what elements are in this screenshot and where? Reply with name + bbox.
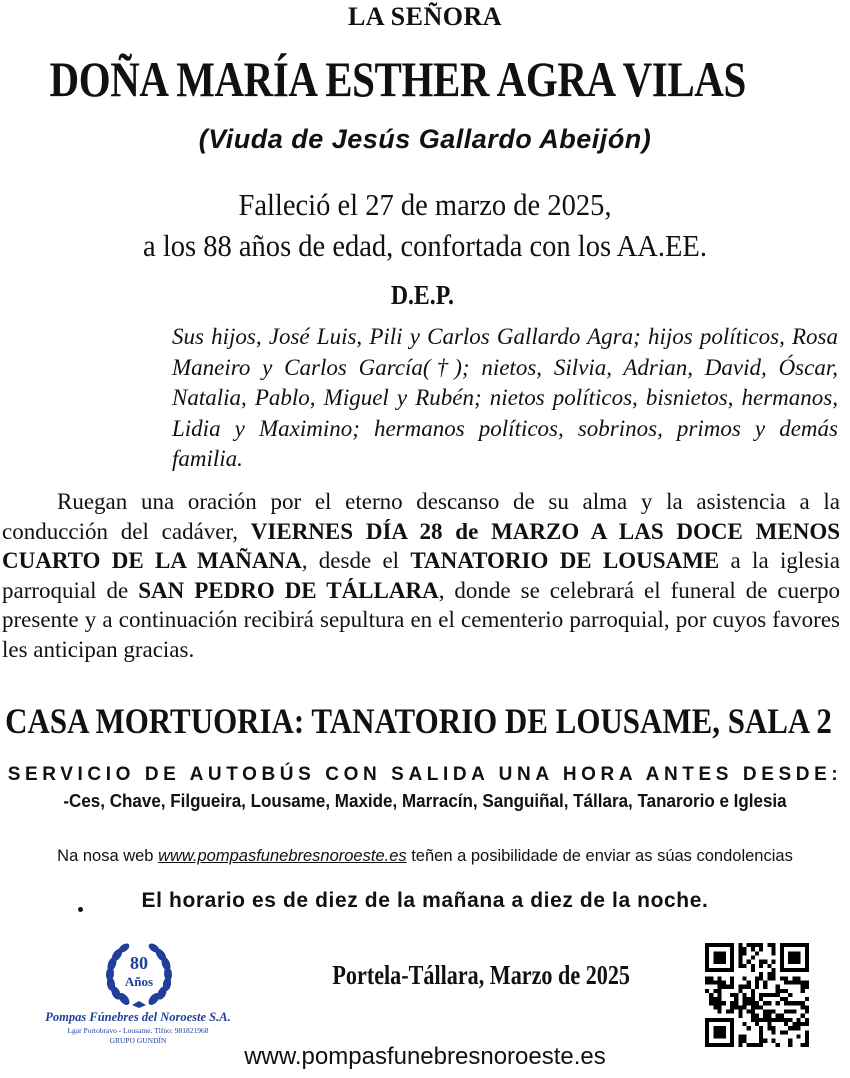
qr-module	[805, 1030, 809, 1034]
qr-module	[751, 1005, 755, 1009]
qr-module	[751, 1010, 755, 1014]
qr-module	[742, 976, 746, 980]
qr-module	[742, 964, 746, 968]
qr-module	[767, 972, 771, 976]
qr-module	[717, 985, 721, 989]
qr-module	[755, 1001, 759, 1005]
qr-module	[705, 1018, 734, 1022]
qr-module	[742, 1001, 746, 1005]
qr-module	[747, 997, 751, 1001]
qr-module	[713, 980, 717, 984]
qr-module	[788, 951, 800, 963]
qr-module	[738, 1005, 742, 1009]
qr-module	[792, 1010, 796, 1014]
qr-module	[738, 1014, 742, 1018]
qr-module	[759, 976, 763, 980]
qr-module	[751, 1018, 755, 1022]
qr-module	[751, 1001, 755, 1005]
qr-module	[776, 985, 780, 989]
qr-module	[709, 980, 713, 984]
logo-word: Años	[124, 974, 154, 989]
logo-company: Pompas Fúnebres del Noroeste S.A.	[45, 1010, 231, 1024]
qr-module	[730, 943, 734, 972]
qr-module	[772, 1030, 776, 1034]
qr-module	[747, 980, 751, 984]
qr-module	[742, 947, 746, 951]
qr-module	[759, 943, 763, 947]
death-age-line: a los 88 años de edad, confortada con los AA.EE.	[143, 228, 707, 263]
logo-number: 80	[130, 953, 148, 973]
qr-module	[780, 1018, 784, 1022]
qr-module	[717, 1005, 721, 1009]
qr-module	[767, 1001, 771, 1005]
qr-module	[759, 947, 763, 951]
qr-module	[801, 1001, 805, 1005]
qr-module	[788, 993, 792, 997]
qr-module	[709, 993, 713, 997]
qr-module	[730, 980, 734, 984]
qr-module	[763, 1001, 767, 1005]
qr-module	[780, 943, 784, 972]
qr-module	[747, 985, 751, 989]
qr-module	[747, 960, 751, 964]
title-prefix: LA SEÑORA	[347, 2, 503, 31]
qr-module	[784, 1001, 788, 1005]
qr-module	[751, 955, 755, 959]
qr-module	[805, 980, 809, 984]
qr-module	[717, 989, 721, 993]
qr-module	[713, 1001, 717, 1005]
qr-module	[788, 1026, 792, 1030]
qr-module	[751, 947, 755, 951]
qr-module	[797, 1035, 801, 1039]
qr-module	[763, 1018, 767, 1022]
qr-module	[742, 1035, 746, 1039]
qr-module	[759, 972, 763, 976]
qr-module	[788, 980, 792, 984]
family-paragraph: Sus hijos, José Luis, Pili y Carlos Gallardo Agra; hijos políticos, Rosa Maneiro y Carlos García(†); nietos, Silvia, Adrian, David, Óscar, Natalia, Pablo, Miguel y Rubén; nietos políticos, bisnietos, hermanos, Lidia y Maximino; hermanos políticos, sobrinos, primos y demás familia.	[172, 324, 838, 471]
qr-module	[755, 1014, 759, 1018]
qr-module	[801, 1014, 805, 1018]
qr-module	[717, 993, 721, 997]
qr-module	[747, 1026, 751, 1030]
qr-module	[751, 943, 755, 947]
qr-module	[759, 960, 763, 964]
qr-module	[751, 993, 755, 997]
qr-module	[784, 997, 788, 1001]
qr-module	[767, 1026, 771, 1030]
qr-module	[780, 943, 809, 947]
qr-module	[738, 947, 742, 951]
qr-module	[713, 997, 717, 1001]
qr-module	[738, 943, 742, 947]
qr-module	[738, 960, 742, 964]
qr-module	[759, 1035, 763, 1039]
qr-module	[805, 1005, 809, 1009]
qr-module	[717, 980, 721, 984]
qr-module	[780, 989, 784, 993]
casa-mortuoria: CASA MORTUORIA: TANATORIO DE LOUSAME, SALA 2	[5, 701, 832, 741]
qr-module	[709, 1001, 713, 1005]
qr-module	[751, 968, 755, 972]
qr-module	[738, 1010, 742, 1014]
qr-module	[717, 1001, 721, 1005]
qr-module	[742, 993, 746, 997]
qr-module	[784, 1030, 788, 1034]
web-notice-link[interactable]: www.pompasfunebresnoroeste.es	[158, 847, 407, 865]
qr-module	[772, 993, 776, 997]
qr-module	[792, 1022, 796, 1026]
qr-module	[805, 1022, 809, 1026]
rip-abbreviation: D.E.P.	[390, 280, 454, 310]
qr-module	[705, 943, 734, 947]
qr-module	[797, 1001, 801, 1005]
qr-module	[713, 989, 717, 993]
qr-module	[792, 1001, 796, 1005]
qr-module	[734, 1001, 738, 1005]
qr-module	[767, 1014, 771, 1018]
qr-module	[751, 989, 755, 993]
qr-module	[780, 997, 784, 1001]
qr-module	[801, 1022, 805, 1026]
qr-module	[763, 960, 767, 964]
qr-module	[759, 1030, 763, 1034]
qr-module	[717, 976, 721, 980]
qr-module	[780, 1030, 784, 1034]
qr-module	[797, 976, 801, 980]
widow-of: (Viuda de Jesús Gallardo Abeijón)	[198, 124, 652, 154]
qr-module	[776, 1014, 780, 1018]
qr-module	[734, 997, 738, 1001]
ceremony-text-3: a la iglesia parroquial de	[2, 548, 840, 603]
funeral-home-logo	[20, 937, 260, 1052]
qr-module	[805, 943, 809, 972]
qr-module	[751, 997, 755, 1001]
qr-module	[763, 1014, 767, 1018]
qr-module	[751, 964, 755, 968]
qr-module	[759, 1018, 763, 1022]
qr-module	[772, 972, 776, 976]
qr-module	[755, 980, 759, 984]
qr-module	[784, 1022, 788, 1026]
qr-module	[709, 997, 713, 1001]
qr-module	[763, 980, 767, 984]
qr-module	[713, 1026, 725, 1038]
ceremony-datetime: VIERNES DÍA 28 de MARZO A LAS DOCE MENOS CUARTO DE LA MAÑANA	[2, 518, 841, 573]
death-date-line: Falleció el 27 de marzo de 2025,	[238, 187, 612, 222]
qr-module	[742, 997, 746, 1001]
qr-module	[755, 1005, 759, 1009]
qr-module	[763, 985, 767, 989]
bus-stops: -Ces, Chave, Filgueira, Lousame, Maxide, Marracín, Sanguiñal, Tállara, Tanarorio e Iglesia	[63, 790, 787, 811]
qr-module	[734, 1005, 738, 1009]
qr-module	[784, 1018, 788, 1022]
ceremony-text-4: , donde se celebrará el funeral de cuerpo presente y a continuación recibirá sepultura en el cementerio parroquial, por cuyos favores les anticipan gracias.	[2, 577, 840, 662]
qr-module	[751, 1014, 755, 1018]
qr-module	[772, 968, 776, 972]
web-condolences-notice	[0, 847, 850, 866]
qr-module	[767, 1010, 771, 1014]
qr-module	[730, 1001, 734, 1005]
qr-module	[805, 1018, 809, 1022]
qr-module	[722, 1001, 726, 1005]
qr-module	[805, 1010, 809, 1014]
qr-module	[788, 1010, 792, 1014]
qr-module	[805, 997, 809, 1001]
qr-module	[792, 1026, 796, 1030]
qr-module	[772, 947, 776, 951]
qr-module	[767, 943, 771, 947]
qr-module	[776, 1001, 780, 1005]
qr-module	[713, 951, 725, 963]
qr-module	[776, 993, 780, 997]
deceased-name: DOÑA MARÍA ESTHER AGRA VILAS	[49, 51, 746, 107]
qr-module	[763, 1010, 767, 1014]
qr-module	[776, 1018, 780, 1022]
ceremony-church: SAN PEDRO DE TÁLLARA	[138, 577, 439, 603]
qr-module	[772, 951, 776, 955]
qr-module	[742, 1005, 746, 1009]
qr-module	[747, 943, 751, 947]
qr-module	[726, 1010, 730, 1014]
qr-module	[759, 993, 763, 997]
qr-module	[738, 1035, 742, 1039]
qr-module	[747, 1001, 751, 1005]
qr-module	[772, 1010, 776, 1014]
qr-module	[730, 1010, 734, 1014]
qr-module	[805, 985, 809, 989]
qr-code-icon[interactable]	[705, 943, 809, 1047]
qr-module	[755, 1018, 759, 1022]
opening-hours: El horario es de diez de la mañana a diez de la noche.	[141, 889, 709, 912]
qr-module	[730, 1005, 734, 1009]
qr-module	[780, 1014, 784, 1018]
qr-module	[742, 1022, 746, 1026]
qr-module	[767, 964, 771, 968]
qr-module	[772, 1018, 776, 1022]
qr-module	[801, 980, 805, 984]
qr-module	[730, 985, 734, 989]
qr-module	[738, 955, 742, 959]
qr-module	[713, 1005, 717, 1009]
qr-module	[705, 968, 734, 972]
qr-module	[755, 985, 759, 989]
qr-module	[797, 980, 801, 984]
qr-module	[730, 993, 734, 997]
qr-module	[755, 976, 759, 980]
qr-module	[705, 943, 709, 972]
qr-module	[797, 1026, 801, 1030]
qr-module	[772, 960, 776, 964]
qr-module	[797, 1022, 801, 1026]
ceremony-origin: TANATORIO DE LOUSAME	[410, 548, 720, 573]
qr-module	[767, 976, 771, 980]
qr-module	[801, 985, 805, 989]
qr-module	[722, 985, 726, 989]
qr-module	[801, 989, 805, 993]
qr-module	[788, 1001, 792, 1005]
qr-module	[780, 968, 809, 972]
qr-module	[759, 1005, 763, 1009]
qr-module	[734, 993, 738, 997]
qr-module	[705, 976, 709, 980]
qr-module	[747, 1010, 751, 1014]
qr-module	[717, 997, 721, 1001]
qr-module	[805, 1035, 809, 1039]
qr-module	[772, 943, 776, 947]
ceremony-text-2: , desde el	[301, 548, 411, 573]
qr-module	[705, 989, 709, 993]
qr-module	[767, 1018, 771, 1022]
qr-module	[767, 993, 771, 997]
ceremony-paragraph	[2, 487, 840, 664]
qr-module	[797, 1018, 801, 1022]
qr-module	[784, 1010, 788, 1014]
qr-module	[772, 976, 776, 980]
qr-module	[784, 989, 788, 993]
qr-module	[755, 943, 759, 947]
place-date: Portela-Tállara, Marzo de 2025	[332, 960, 630, 990]
qr-module	[709, 976, 713, 980]
qr-module	[738, 985, 742, 989]
web-notice-after: teñen a posibilidade de enviar as súas condolencias	[406, 847, 793, 865]
qr-module	[780, 976, 784, 980]
qr-module	[705, 980, 709, 984]
logo-address: Lgar Portobravo - Lousame. Tlfno: 981821968	[67, 1026, 209, 1035]
logo-group: GRUPO GUNDÍN	[109, 1036, 167, 1045]
ceremony-text-1: Ruegan una oración por el eterno descanso de su alma y la asistencia a la conducción del cadáver,	[2, 489, 840, 544]
qr-module	[759, 1026, 763, 1030]
qr-module	[742, 951, 746, 955]
qr-module	[784, 976, 788, 980]
qr-module	[801, 1005, 805, 1009]
qr-module	[755, 951, 759, 955]
qr-module	[738, 964, 742, 968]
qr-module	[759, 997, 763, 1001]
qr-module	[776, 989, 780, 993]
web-notice-before: Na nosa web	[57, 847, 159, 865]
qr-module	[717, 1010, 721, 1014]
qr-module	[767, 1022, 771, 1026]
qr-module	[792, 980, 796, 984]
qr-module	[763, 993, 767, 997]
qr-module	[755, 1022, 759, 1026]
qr-module	[792, 976, 796, 980]
qr-module	[784, 980, 788, 984]
qr-module	[788, 1018, 792, 1022]
qr-module	[738, 989, 742, 993]
qr-module	[759, 964, 763, 968]
qr-module	[772, 1026, 776, 1030]
footer-website[interactable]: www.pompasfunebresnoroeste.es	[244, 1043, 606, 1070]
qr-module	[722, 980, 726, 984]
qr-module	[738, 951, 742, 955]
qr-module	[726, 985, 730, 989]
qr-module	[742, 985, 746, 989]
bus-service-title: SERVICIO DE AUTOBÚS CON SALIDA UNA HORA ANTES DESDE:	[7, 764, 843, 785]
qr-module	[730, 976, 734, 980]
